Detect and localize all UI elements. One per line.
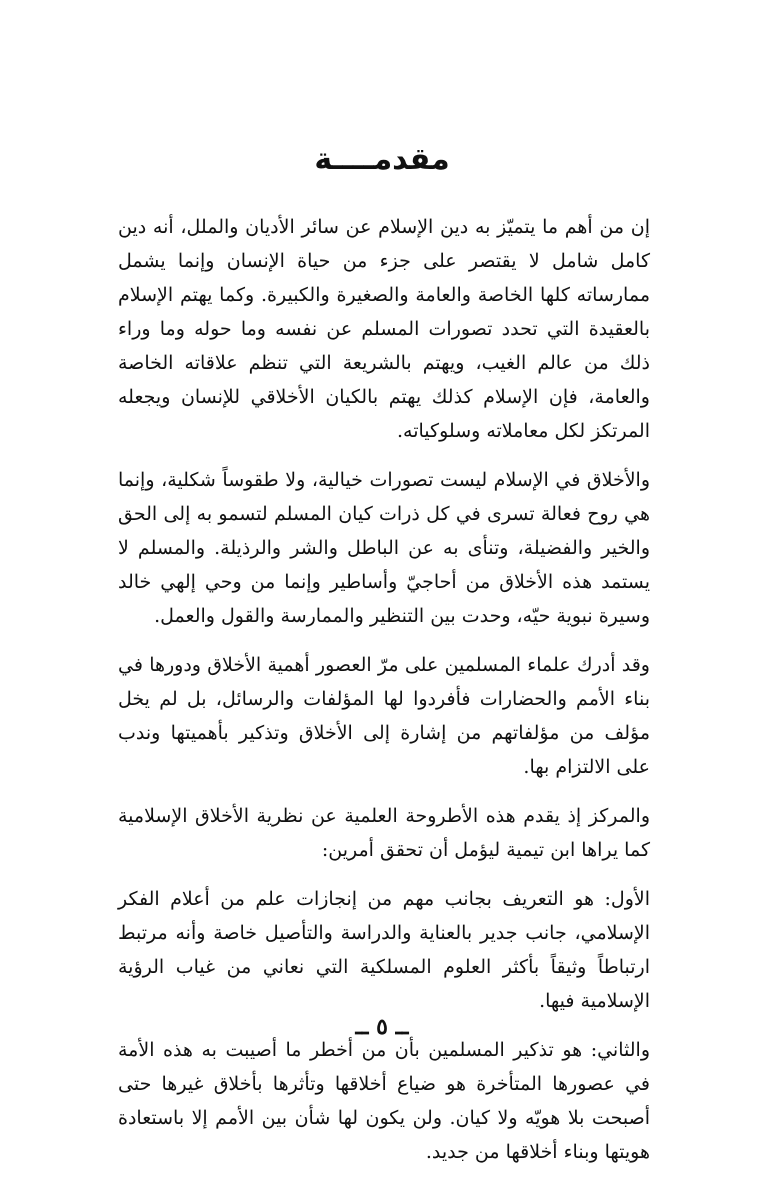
paragraph: وقد أدرك علماء المسلمين على مرّ العصور أهمية الأخلاق ودورها في بناء الأمم والحضارات فأفردوا لها المؤلفات والرسائل، بل لم يخل مؤلف من مؤلفاتهم من إشارة إلى الأخلاق وتذكير بأهميتها وندب على الالتزام بها. bbox=[118, 654, 650, 778]
paragraph: والمركز إذ يقدم هذه الأطروحة العلمية عن نظرية الأخلاق الإسلامية كما يراها ابن تيمية ليؤمل أن تحقق أمرين: bbox=[118, 805, 650, 861]
page-number: ــ ٥ ــ bbox=[355, 1014, 409, 1040]
paragraph: إن من أهم ما يتميّز به دين الإسلام عن سائر الأديان والملل، أنه دين كامل شامل لا يقتصر على جزء من حياة الإنسان وإنما يشمل ممارساته كلها الخاصة والعامة والصغيرة والكبيرة. وكما يهتم الإسلام بالعقيدة التي تحدد تصورات المسلم عن نفسه وما حوله وما وراء ذلك من عالم الغيب، ويهتم بالشريعة التي تنظم علاقاته الخاصة والعامة، فإن الإسلام كذلك يهتم بالكيان الأخلاقي للإنسان ويجعله المرتكز لكل معاملاته وسلوكياته. bbox=[118, 216, 650, 442]
paragraph: الأول: هو التعريف بجانب مهم من إنجازات علم من أعلام الفكر الإسلامي، جانب جدير بالعناية والدراسة والتأصيل خاصة وأنه مرتبط ارتباطاً وثيقاً بأكثر العلوم المسلكية التي نعاني من غياب الرؤية الإسلامية فيها. bbox=[118, 888, 650, 1012]
page-title: مقدمــــة bbox=[314, 142, 450, 177]
paragraph: والثاني: هو تذكير المسلمين بأن من أخطر ما أصيبت به هذه الأمة في عصورها المتأخرة هو ضياع أخلاقها وتأثرها بأخلاق غيرها حتى أصبحت بلا هويّه ولا كيان. ولن يكون لها شأن بين الأمم إلا باستعادة هويتها وبناء أخلاقها من جديد. bbox=[118, 1039, 650, 1163]
paragraph: والأخلاق في الإسلام ليست تصورات خيالية، ولا طقوساً شكلية، وإنما هي روح فعالة تسرى في كل ذرات كيان المسلم لتسمو به إلى الحق والخير والفضيلة، وتنأى به عن الباطل والشر والرذيلة. والمسلم لا يستمد هذه الأخلاق من أحاجيّ وأساطير وإنما من وحي إلهي خالد وسيرة نبوية حيّه، وحدت بين التنظير والممارسة والقول والعمل. bbox=[118, 469, 650, 627]
